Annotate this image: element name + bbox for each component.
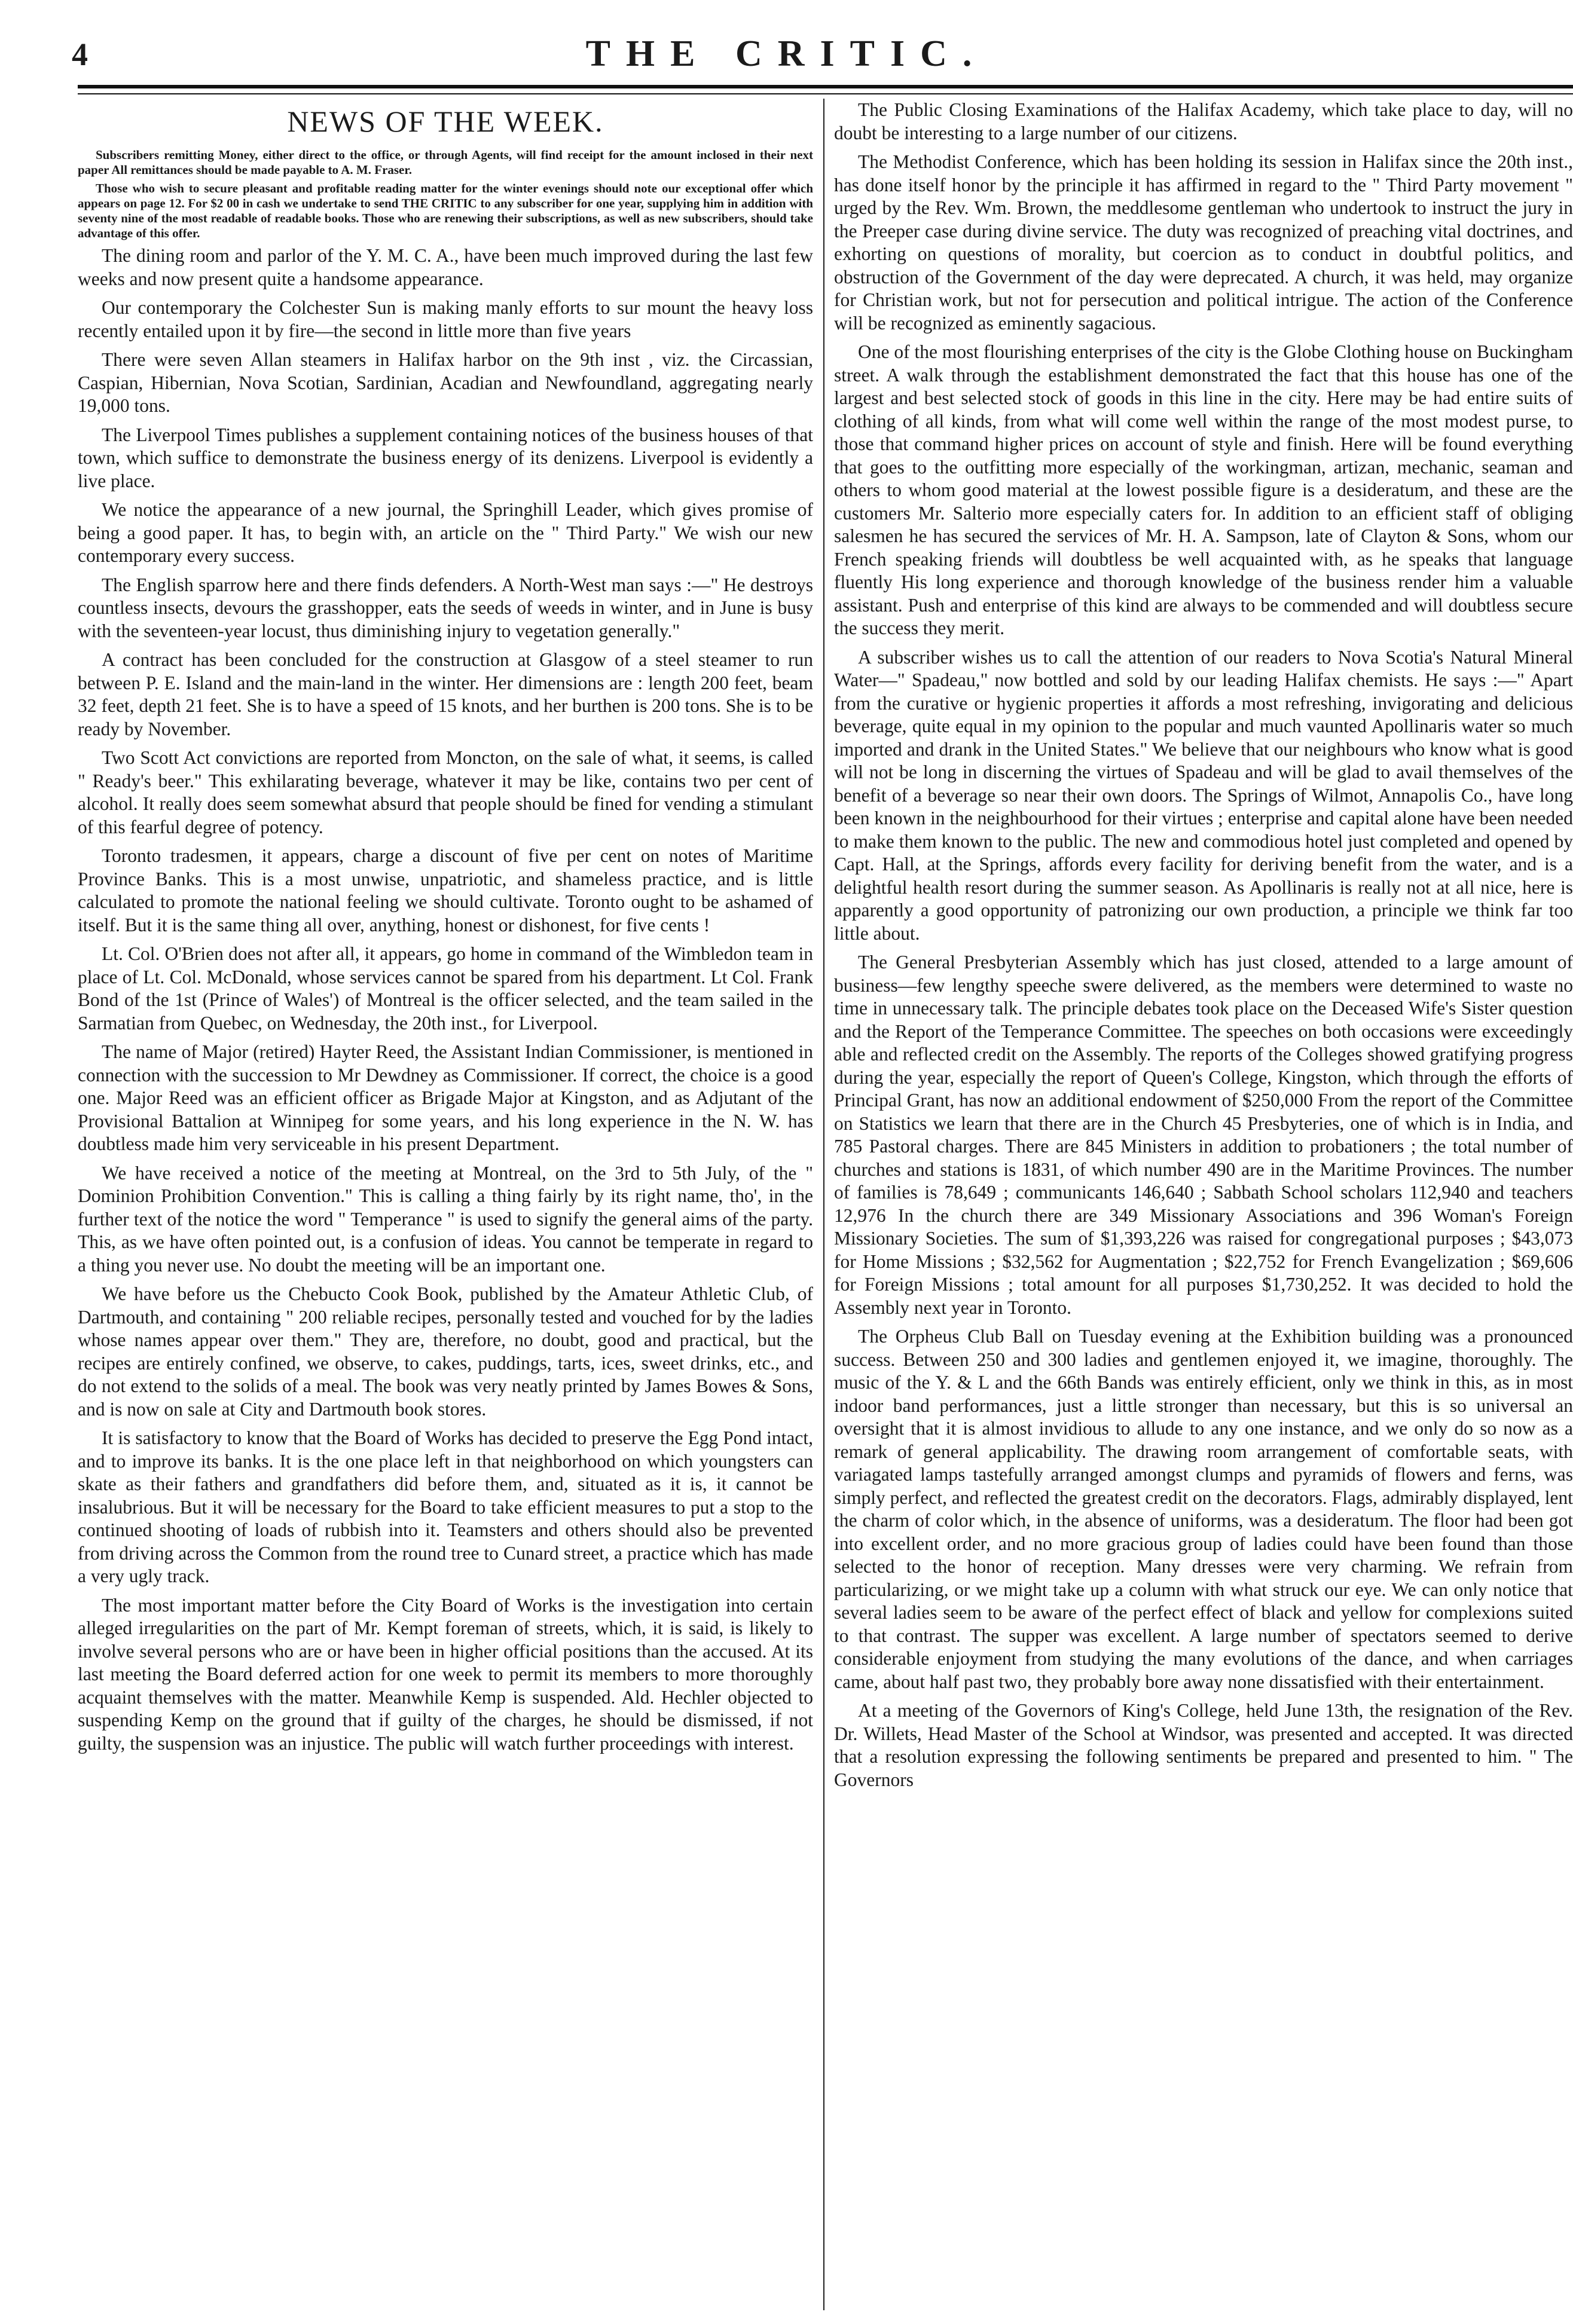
news-item-liverpool-times: The Liverpool Times publishes a supplement containing notices of the business houses of that town, which suffice to demonstrate the business energy of its denizens. Liverpool is evidently a live place. [78, 424, 813, 491]
news-item-hayter-reed: The name of Major (retired) Hayter Reed, the Assistant Indian Commissioner, is mentioned in connection with the succession to Mr Dewdney as Commissioner. If correct, the choice is a good one. Major Reed was an efficient officer as Brigade Major at Kingston, and as Adjutant of the Provisional Battalion at Winnipeg for some years, and his long experience in the N. W. has doubtless made him very serviceable in his present Department. [78, 1041, 813, 1154]
news-item-board-of-works: The most important matter before the City Board of Works is the investigation into certain alleged irregularities on the part of Mr. Kempt foreman of streets, which, it is said, is likely to involve several persons who are or have been in higher official positions than the accused. At its last meeting the Board deferred action for one week to permit its members to more thoroughly acquaint themselves with the matter. Meanwhile Kemp is suspended. Ald. Hechler objected to suspending Kemp on the ground that if guilty of the charges, he should be dismissed, if not guilty, the suspension was an injustice. The public will watch further proceedings with interest. [78, 1594, 813, 1754]
column-divider [823, 99, 824, 2310]
header-rule-thick [78, 85, 1573, 88]
news-item-scott-act: Two Scott Act convictions are reported from Moncton, on the sale of what, it seems, is called " Ready's beer." This exhilarating beverage, whatever it may be like, contains two per cent of alcohol. It really does seem somewhat absurd that people should be fined for vending a stimulant of this fearful degree of potency. [78, 747, 813, 837]
news-item-presbyterian-assembly: The General Presbyterian Assembly which has just closed, attended to a large amount of business—few lengthy speeche swere delivered, as the members were determined to waste no time in unnecessary talk. The principle debates took place on the Deceased Wife's Sister question and the Report of the Temperance Committee. The speeches on both occasions were exceedingly able and reflected credit on the Assembly. The reports of the Colleges showed gratifying progress during the year, especially the report of Queen's College, Kingston, which through the efforts of Principal Grant, has now an additional endowment of $250,000 From the report of the Committee on Statistics we learn that there are in the Church 45 Presbyteries, one of which is in India, and 785 Pastoral charges. There are 845 Ministers in addition to probationers ; the total number of churches and stations is 1831, of which number 490 are in the Maritime Provinces. The number of families is 78,649 ; communicants 146,640 ; Sabbath School scholars 112,940 and teachers 12,976 In the church there are 349 Missionary Associations and 396 Woman's Foreign Missionary Societies. The sum of $1,393,226 was raised for congregational purposes ; $43,073 for Home Missions ; $32,562 for Augmentation ; $22,752 for French Evangelization ; $69,606 for Foreign Missions ; total amount for all purposes $1,730,252. It was decided to hold the Assembly next year in Toronto. [834, 952, 1573, 1318]
news-item-english-sparrow: The English sparrow here and there finds defenders. A North-West man says :—" He destroys countless insects, devours the grasshopper, eats the seeds of weeds in winter, and in June is busy with the seventeen-year locust, thus diminishing injury to vegetation generally." [78, 574, 813, 641]
winter-offer-notice: Those who wish to secure pleasant and profitable reading matter for the winter evenings should note our exceptional offer which appears on page 12. For $2 00 in cash we undertake to send THE CRITIC to any subscriber for one year, supplying him in addition with seventy nine of the most readable of readable books. Those who are renewing their subscriptions, as well as new subscribers, should take advantage of this offer. [78, 181, 813, 240]
news-item-globe-clothing: One of the most flourishing enterprises of the city is the Globe Clothing house on Buckingham street. A walk through the establishment demonstrated the fact that this house has one of the largest and best selected stock of goods in this line in the city. Here may be had entire suits of clothing of all kinds, from what will come well within the range of the most modest purse, to those that command higher prices on account of style and finish. Here will be found everything that goes to the outfitting more especially of the workingman, artizan, mechanic, seaman and others to whom good material at the lowest possible figure is a desideratum, and these are the customers Mr. Salterio more especially caters for. In addition to an efficient staff of obliging salesmen he has secured the services of Mr. H. A. Sampson, late of Clayton & Sons, whom our French speaking friends will doubtless be well acquainted with, as he speaks that language fluently His long experience and thorough knowledge of the business render him a valuable assistant. Push and enterprise of this kind are always to be commended and will doubtless secure the success they merit. [834, 341, 1573, 638]
news-item-allan-steamers: There were seven Allan steamers in Halifax harbor on the 9th inst , viz. the Circassian, Caspian, Hibernian, Nova Scotian, Sardinian, Acadian and Newfoundland, aggregating nearly 19,000 tons. [78, 349, 813, 416]
subscriber-notice: Subscribers remitting Money, either direct to the office, or through Agents, will find receipt for the amount inclosed in their next paper All remittances should be made payable to A. M. Fraser. [78, 148, 813, 177]
masthead-title: THE CRITIC. [585, 33, 988, 74]
news-item-kings-college: At a meeting of the Governors of King's College, held June 13th, the resignation of the Rev. Dr. Willets, Head Master of the School at Windsor, was presented and accepted. It was directed that a resolution expressing the following sentiments be prepared and presented to him. " The Governors [834, 1700, 1573, 1790]
news-item-springhill-leader: We notice the appearance of a new journal, the Springhill Leader, which gives promise of being a good paper. It has, to begin with, an article on the " Third Party." We wish our new contemporary every success. [78, 499, 813, 566]
news-item-wimbledon-team: Lt. Col. O'Brien does not after all, it appears, go home in command of the Wimbledon team in place of Lt. Col. McDonald, whose services cannot be spared from his department. Lt Col. Frank Bond of the 1st (Prince of Wales') of Montreal is the officer selected, and the team sailed in the Sarmatian from Quebec, on Wednesday, the 20th inst., for Liverpool. [78, 943, 813, 1033]
section-title: NEWS OF THE WEEK. [287, 105, 604, 138]
news-item-prohibition-convention: We have received a notice of the meeting at Montreal, on the 3rd to 5th July, of the " Dominion Prohibition Convention." This is calling a thing fairly by its right name, tho', in the further text of the notice the word " Temperance " is used to signify the general aims of the party. This, as we have often pointed out, is a confusion of ideas. You cannot be temperate in regard to a thing you never use. No doubt the meeting will be an important one. [78, 1162, 813, 1276]
news-item-orpheus-club-ball: The Orpheus Club Ball on Tuesday evening at the Exhibition building was a pronounced success. Between 250 and 300 ladies and gentlemen enjoyed it, we imagine, thoroughly. The music of the Y. & L and the 66th Bands was entirely efficient, only we think in this, as in most indoor band performances, just a little stronger than necessary, but this is so universal an oversight that it is almost invidious to allude to any one instance, and we only do so now as a remark of general applicability. The drawing room arrangement of comfortable seats, with variagated lamps tastefully arranged amongst clumps and pyramids of flowers and ferns, was simply perfect, and reflected the greatest credit on the decorators. Flags, admirably displayed, lent the charm of color which, in the absence of uniforms, was a desideratum. The floor had been got into excellent order, and no more gracious group of ladies could have been found than those selected to the honor of reception. Many dresses were very charming. We refrain from particularizing, or we might take up a column with what struck our eye. We can only notice that several ladies seem to be aware of the perfect effect of black and yellow for complexions suited to that contrast. The supper was excellent. A large number of spectators seemed to derive considerable enjoyment from studying the many evolutions of the dance, and when carriages came, about half past two, they probably bore away none dissatisfied with their entertainment. [834, 1326, 1573, 1692]
news-item-toronto-discount: Toronto tradesmen, it appears, charge a discount of five per cent on notes of Maritime Province Banks. This is a most unwise, unpatriotic, and shameless practice, and is little calculated to promote the national feeling we should cultivate. Toronto ought to be ashamed of itself. But it is the same thing all over, anything, honest or dishonest, for five cents ! [78, 845, 813, 935]
news-item-egg-pond: It is satisfactory to know that the Board of Works has decided to preserve the Egg Pond intact, and to improve its banks. It is the one place left in that neighborhood on which youngsters can skate as their fathers and grandfathers did before them, and, situated as it is, it cannot be insalubrious. But it will be necessary for the Board to take efficient measures to put a stop to the continued shooting of loads of rubbish into it. Teamsters and others should also be prevented from driving across the Common from the round tree to Cunard street, a practice which has made a very ugly track. [78, 1427, 813, 1586]
header-rule-thin [78, 93, 1573, 94]
right-column [834, 99, 1573, 2310]
page-number: 4 [72, 36, 88, 72]
news-item-ymca: The dining room and parlor of the Y. M. C. A., have been much improved during the last few weeks and now present quite a handsome appearance. [78, 245, 813, 289]
news-item-steel-steamer: A contract has been concluded for the construction at Glasgow of a steel steamer to run between P. E. Island and the main-land in the winter. Her dimensions are : length 200 feet, beam 32 feet, depth 21 feet. She is to have a speed of 15 knots, and her burthen is 200 tons. She is to be ready by November. [78, 649, 813, 739]
news-item-colchester-sun: Our contemporary the Colchester Sun is making manly efforts to sur mount the heavy loss recently entailed upon it by fire—the second in little more than five years [78, 297, 813, 341]
news-item-methodist-conference: The Methodist Conference, which has been holding its session in Halifax since the 20th inst., has done itself honor by the principle it has affirmed in regard to the " Third Party movement " urged by the Rev. Wm. Brown, the meddlesome gentleman who undertook to instruct the jury in the Preeper case during divine service. The duty was recognized of preaching vital doctrines, and exhorting on questions of morality, but coercion as to conduct in doubtful politics, and obstruction of the Government of the day were deprecated. A church, it was held, may organize for Christian work, but not for persecution and political intrigue. The action of the Conference will be recognized as eminently sagacious. [834, 151, 1573, 334]
news-item-halifax-academy: The Public Closing Examinations of the Halifax Academy, which take place to day, will no doubt be interesting to a large number of our citizens. [834, 99, 1573, 143]
news-item-spadeau-water: A subscriber wishes us to call the attention of our readers to Nova Scotia's Natural Mineral Water—" Spadeau," now bottled and sold by our leading Halifax chemists. He says :—" Apart from the curative or hygienic properties it affords a most refreshing, invigorating and delicious beverage, quite equal in my opinion to the popular and much vaunted Apollinaris water so much imported and drank in the United States." We believe that our neighbours who know what is good will not be long in discerning the virtues of Spadeau and will be glad to avail themselves of the benefit of a beverage so near their own doors. The Springs of Wilmot, Annapolis Co., have long been known in the neighbourhood for their virtues ; enterprise and capital alone have been needed to make them known to the public. The new and commodious hotel just completed and opened by Capt. Hall, at the Springs, affords every facility for deriving benefit from the water, and is a delightful health resort during the summer season. As Apollinaris is really not at all nice, here is apparently a good opportunity of patronizing our own production, a principle we think far too little about. [834, 646, 1573, 944]
left-column [78, 99, 813, 2310]
news-item-chebucto-cook-book: We have before us the Chebucto Cook Book, published by the Amateur Athletic Club, of Dartmouth, and containing " 200 reliable recipes, personally tested and vouched for by the ladies whose names appear over them." They are, therefore, no doubt, good and practical, but the recipes are entirely confined, we observe, to cakes, puddings, tarts, ices, sweet drinks, etc., and do not extend to the solids of a meal. The book was very neatly printed by James Bowes & Sons, and is now on sale at City and Dartmouth book stores. [78, 1283, 813, 1420]
